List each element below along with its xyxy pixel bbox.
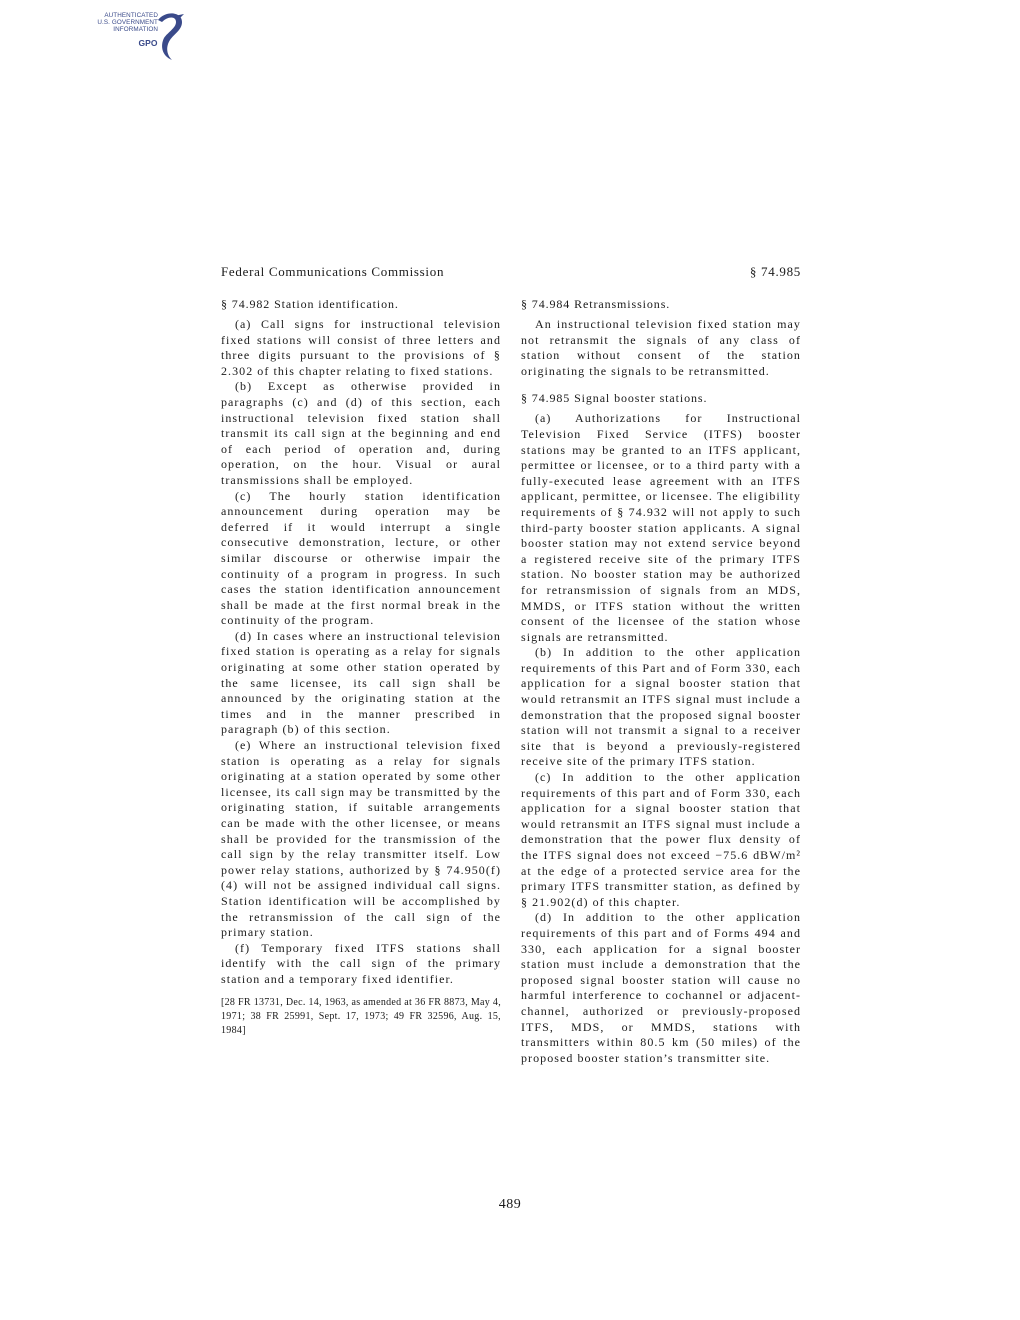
seal-gpo-mark: GPO — [138, 38, 158, 48]
eagle-icon — [152, 10, 186, 62]
page-number: 489 — [498, 1197, 522, 1212]
paragraph-f: (f) Temporary fixed ITFS stations shall identify with the call sign of the primary station and a temporary fixed identifier. — [221, 940, 501, 986]
retransmissions-paragraph: An instructional television fixed station may not retransmit the signals of any class of station without consent of the station originating the signals to be retransmitted. — [521, 317, 801, 378]
booster-paragraph-b: (b) In addition to the other application requirements of this Part and of Form 330, each application for a signal booster station that would retransmit an ITFS signal must include a demonstration that the proposed signal booster station will not transmit a signal to a receiver site that is beyond a previously-registered receive site of the primary ITFS station. — [521, 645, 801, 769]
gpo-authentication-seal — [76, 8, 188, 62]
header-section-number: § 74.985 — [749, 264, 801, 279]
section-heading-74-984: § 74.984 Retransmissions. — [521, 297, 671, 311]
section-heading-74-985: § 74.985 Signal booster stations. — [521, 391, 708, 406]
paragraph-e: (e) Where an instructional television fixed station is operating as a relay for signals originating at a station operated by some other licensee, its call sign may be transmitted by the originating station, if suitable arrangements can be made with the other licensee, or means shall be provided for the transmission of the call sign by the relay transmitter itself. Low power relay stations, authorized by § 74.950(f)(4) will not be assigned individual call signs. Station identification will be accomplished by the retransmission of the call sign of the primary station. — [221, 738, 501, 940]
paragraph-b: (b) Except as otherwise provided in paragraphs (c) and (d) of this section, each instructional television fixed station shall transmit its call sign at the beginning and end of each period of operation and, during operation, on the hour. Visual or aural transmissions shall be employed. — [221, 379, 501, 487]
seal-line-3: INFORMATION — [113, 26, 158, 33]
booster-paragraph-d: (d) In addition to the other application requirements of this part and of Forms 494 and 330, each application for a signal booster station must include a demonstration that the proposed signal booster station will cause no harmful interference to cochannel or adjacent-channel, authorized or previously-proposed ITFS, MDS, or MMDS, stations with transmitters within 80.5 km (50 miles) of the proposed booster station’s transmitter site. — [521, 910, 801, 1065]
running-header — [221, 264, 801, 282]
seal-line-1: AUTHENTICATED — [104, 12, 158, 19]
seal-text — [76, 12, 158, 33]
header-agency: Federal Communications Commission — [221, 264, 445, 279]
paragraph-c: (c) The hourly station identification announcement during operation may be deferred if it would interrupt a single consecutive demonstration, lecture, or other similar discourse or otherwise impair the continuity of a program in progress. In such cases the station identification announcement shall be made at the first normal break in the continuity of the program. — [221, 488, 501, 628]
paragraph-d: (d) In cases where an instructional television fixed station is operating as a relay for signals originating at some other station operated by the same licensee, its call sign shall be announced by the originating station at the times and in the manner prescribed in paragraph (b) of this section. — [221, 628, 501, 737]
source-citation: [28 FR 13731, Dec. 14, 1963, as amended at 36 FR 8873, May 4, 1971; 38 FR 25991, Sept. 17, 1973; 49 FR 32596, Aug. 15, 1984] — [221, 996, 501, 1036]
right-column — [521, 297, 801, 1066]
booster-paragraph-a: (a) Authorizations for Instructional Television Fixed Service (ITFS) booster stations may be granted to an ITFS applicant, permittee or licensee, or to a third party with a fully-executed lease agreement with an ITFS applicant, permittee, or licensee. The eligibility requirements of § 74.932 will not apply to such third-party booster station applicants. A signal booster station may not extend service beyond a registered receive site of the primary ITFS station. No booster station may be authorized for retransmission of signals from an MDS, MMDS, or ITFS station without the written consent of the licensee of the station whose signals are retransmitted. — [521, 411, 801, 644]
left-column — [221, 297, 501, 1038]
seal-line-2: U.S. GOVERNMENT — [97, 19, 158, 26]
booster-paragraph-c: (c) In addition to the other application requirements of this part and of Form 330, each application for a signal booster station that would retransmit an ITFS signal must include a demonstration that the power flux density of the ITFS signal does not exceed −75.6 dBW/m² at the edge of a protected service area for the primary ITFS transmitter station, as defined by § 21.902(d) of this chapter. — [521, 770, 801, 909]
paragraph-a: (a) Call signs for instructional television fixed stations will consist of three letters and three digits pursuant to the provisions of § 2.302 of this chapter relating to fixed stations. — [221, 317, 501, 378]
section-heading-74-982: § 74.982 Station identification. — [221, 297, 399, 311]
